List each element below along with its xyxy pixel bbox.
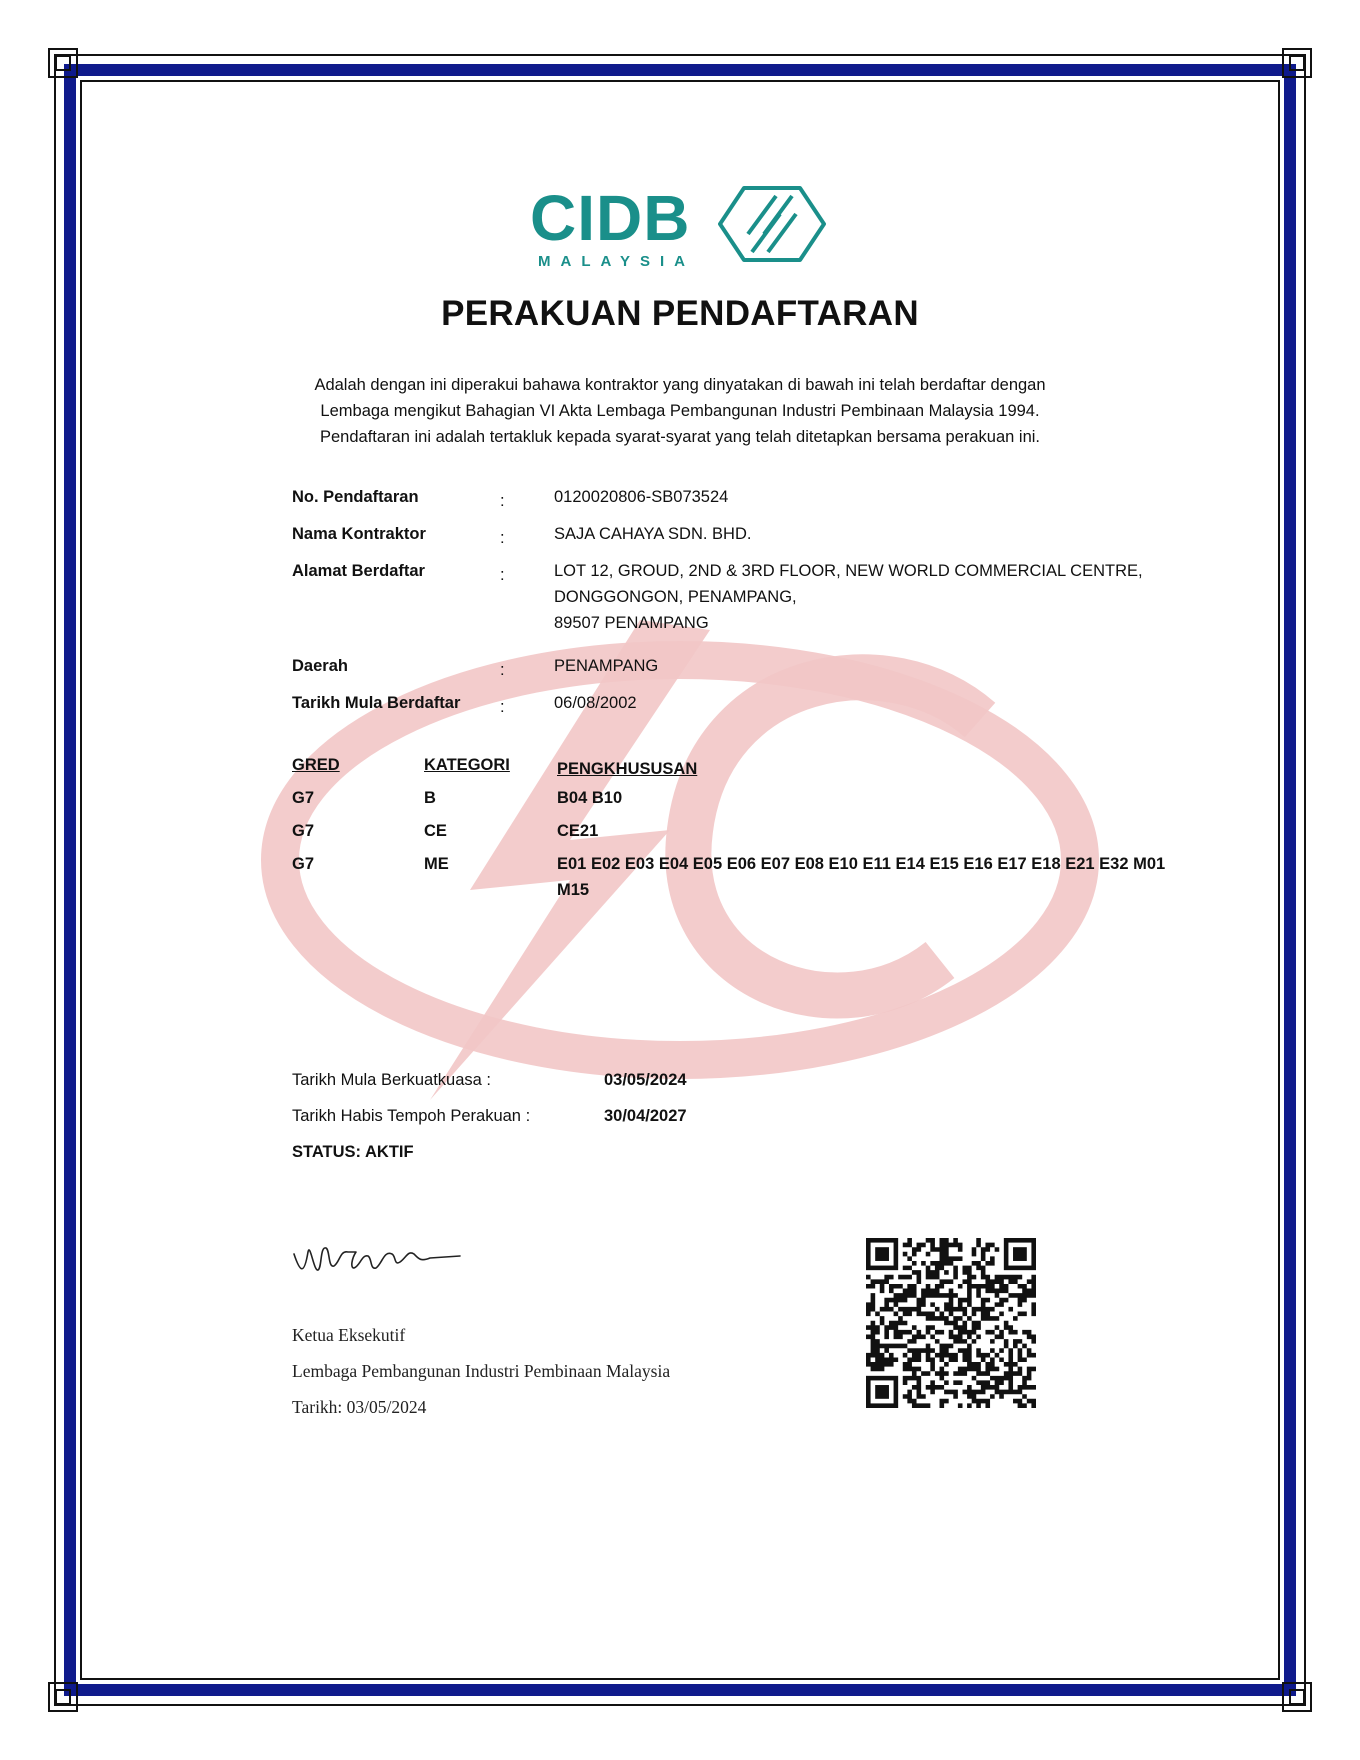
address-label: Alamat Berdaftar <box>292 562 425 580</box>
effective-date-row <box>292 1071 687 1107</box>
corner-ornament-top-left <box>48 48 78 78</box>
field-colon: : <box>500 529 505 547</box>
registration-start-label: Tarikh Mula Berdaftar <box>292 694 461 712</box>
contractor-name-label: Nama Kontraktor <box>292 525 426 543</box>
signature <box>290 1232 480 1282</box>
intro-line: Lembaga mengikut Bahagian VI Akta Lembaga Pembangunan Industri Pembinaan Malaysia 1994. <box>320 402 1040 420</box>
effective-date-value: 03/05/2024 <box>604 1071 687 1089</box>
svg-text:CIDB: CIDB <box>530 182 691 254</box>
field-colon: : <box>500 661 505 679</box>
district-row <box>292 657 1192 694</box>
header-grade: GRED <box>292 756 340 774</box>
qr-code <box>866 1238 1036 1408</box>
corner-ornament-top-right <box>1282 48 1312 78</box>
validity-section <box>292 1071 687 1162</box>
signatory-organization: Lembaga Pembangunan Industri Pembinaan Malaysia <box>292 1361 671 1381</box>
registration-no-label: No. Pendaftaran <box>292 488 419 506</box>
intro-line: Adalah dengan ini diperakui bahawa kontraktor yang dinyatakan di bawah ini telah berdaftar dengan <box>314 376 1046 394</box>
category-cell: ME <box>424 855 449 873</box>
registration-no-row <box>292 488 1192 525</box>
signatory-position: Ketua Eksekutif <box>292 1325 406 1345</box>
grade-cell: G7 <box>292 822 315 840</box>
contractor-name-row <box>292 525 1192 562</box>
specialization-cell: CE21 <box>557 822 599 840</box>
grade-cell: G7 <box>292 789 315 807</box>
category-cell: B <box>424 789 436 807</box>
corner-ornament-bottom-left <box>48 1682 78 1712</box>
expiry-date-value: 30/04/2027 <box>604 1107 687 1125</box>
table-row <box>292 855 1192 915</box>
contractor-details <box>292 488 1192 731</box>
specialization-cell: B04 B10 <box>557 789 623 807</box>
registration-start-value: 06/08/2002 <box>554 694 637 712</box>
contractor-name-value: SAJA CAHAYA SDN. BHD. <box>554 525 752 543</box>
header-category: KATEGORI <box>424 756 510 774</box>
intro-line: Pendaftaran ini adalah tertakluk kepada syarat-syarat yang telah ditetapkan bersama perakuan ini. <box>319 428 1041 446</box>
registration-no-value: 0120020806-SB073524 <box>554 488 729 506</box>
cidb-logo <box>530 180 830 270</box>
grade-table <box>292 756 1192 915</box>
address-value <box>554 558 1143 636</box>
field-colon: : <box>500 566 505 584</box>
intro-paragraph <box>240 372 1120 450</box>
expiry-date-label: Tarikh Habis Tempoh Perakuan : <box>292 1107 531 1125</box>
expiry-date-row <box>292 1107 687 1143</box>
field-colon: : <box>500 492 505 510</box>
address-row <box>292 562 1192 657</box>
svg-text:MALAYSIA: MALAYSIA <box>538 253 695 270</box>
specialization-cell: E01 E02 E03 E04 E05 E06 E07 E08 E10 E11 E14 E15 E16 E17 E18 E21 E32 M01 M15 <box>557 855 1166 899</box>
signatory-block <box>292 1325 670 1433</box>
address-line: LOT 12, GROUD, 2ND & 3RD FLOOR, NEW WORLD COMMERCIAL CENTRE, <box>554 562 1143 580</box>
certificate-title: PERAKUAN PENDAFTARAN <box>441 294 919 333</box>
registration-start-row <box>292 694 1192 731</box>
address-line: DONGGONGON, PENAMPANG, <box>554 588 797 606</box>
header-specialization: PENGKHUSUSAN <box>557 760 698 778</box>
grade-cell: G7 <box>292 855 315 873</box>
field-colon: : <box>500 698 505 716</box>
corner-ornament-bottom-right <box>1282 1682 1312 1712</box>
signatory-date: Tarikh: 03/05/2024 <box>292 1397 427 1417</box>
effective-date-label: Tarikh Mula Berkuatkuasa : <box>292 1071 492 1089</box>
status-badge: STATUS: AKTIF <box>292 1143 414 1161</box>
district-value: PENAMPANG <box>554 657 659 675</box>
category-cell: CE <box>424 822 447 840</box>
address-line: 89507 PENAMPANG <box>554 614 709 632</box>
district-label: Daerah <box>292 657 348 675</box>
